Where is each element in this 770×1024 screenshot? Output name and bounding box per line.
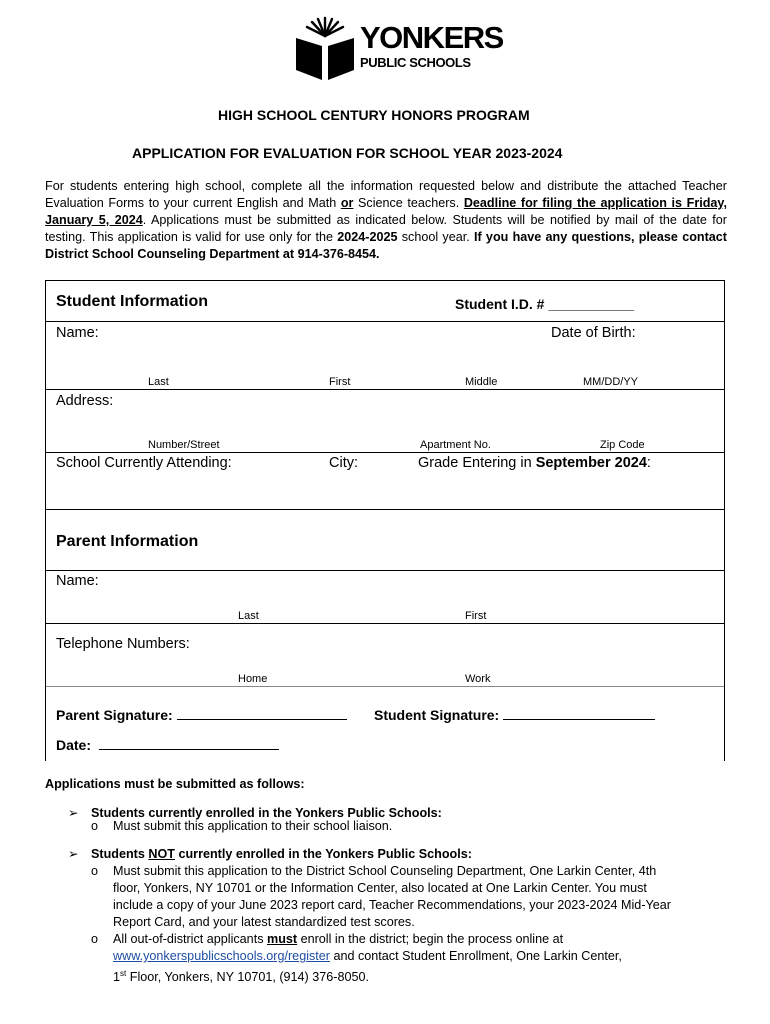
district-logo — [294, 16, 503, 82]
bullet-enrolled: Students currently enrolled in the Yonkers Public Schools: — [91, 806, 442, 820]
divider — [46, 570, 724, 571]
sublabel-first: First — [329, 376, 351, 388]
telephone-label: Telephone Numbers: — [56, 636, 190, 652]
address-line: 1st Floor, Yonkers, NY 10701, (914) 376-8050. — [113, 969, 369, 985]
register-line: www.yonkerspublicschools.org/register and contact Student Enrollment, One Larkin Center, — [113, 949, 622, 963]
grade-label: Grade Entering in September 2024: — [418, 455, 651, 471]
book-logo-icon — [294, 16, 356, 82]
divider — [46, 389, 724, 390]
deadline-text: Deadline for filing the application is Friday, January 5, 2024 — [45, 196, 727, 227]
out-of-district-line: All out-of-district applicants must enroll in the district; begin the process online at — [113, 932, 564, 946]
application-form — [45, 280, 725, 761]
sublabel-street: Number/Street — [148, 439, 220, 451]
divider — [46, 321, 724, 322]
sublabel-dob: MM/DD/YY — [583, 376, 638, 388]
bullet-arrow-icon: ➢ — [68, 847, 79, 861]
program-title: HIGH SCHOOL CENTURY HONORS PROGRAM — [218, 107, 530, 123]
application-title: APPLICATION FOR EVALUATION FOR SCHOOL YEAR 2023-2024 — [132, 145, 563, 161]
date-field[interactable]: Date: — [56, 737, 279, 753]
not-enrolled-detail-line: include a copy of your June 2023 report card, Teacher Recommendations, your 2023-2024 Mid-Year — [113, 898, 671, 912]
sublabel-last: Last — [148, 376, 169, 388]
divider — [46, 623, 724, 624]
city-label: City: — [329, 455, 358, 471]
dob-label: Date of Birth: — [551, 325, 636, 341]
section-divider — [46, 509, 724, 510]
school-label: School Currently Attending: — [56, 455, 232, 471]
parent-signature-field[interactable]: Parent Signature: — [56, 707, 347, 723]
divider — [46, 686, 724, 687]
not-enrolled-detail-line: floor, Yonkers, NY 10701 or the Information Center, also located at One Larkin Center. You must — [113, 881, 647, 895]
logo-subtitle: PUBLIC SCHOOLS — [360, 55, 471, 70]
bullet-enrolled-detail: Must submit this application to their school liaison. — [113, 819, 393, 833]
bullet-not-enrolled: Students NOT currently enrolled in the Yonkers Public Schools: — [91, 847, 472, 861]
submission-heading: Applications must be submitted as follows: — [45, 777, 305, 791]
divider — [46, 452, 724, 453]
bullet-arrow-icon: ➢ — [68, 806, 79, 820]
parent-info-header: Parent Information — [56, 533, 199, 550]
sublabel-middle: Middle — [465, 376, 498, 388]
sublabel-home: Home — [238, 673, 268, 685]
bullet-circle-icon: o — [91, 819, 99, 833]
intro-paragraph: For students entering high school, complete all the information requested below and distribute the attached Teacher Evaluation Forms to your current English and Math or Science teachers. Deadline for filing the application is Friday, January 5, 2024. Applications must be submitted as indicated below. Students will be notified by mail of the date for testing. This application is valid for use only for the 2024-2025 school year. If you have any questions, please contact District School Counseling Department at 914-376-8454. — [45, 179, 727, 261]
student-signature-field[interactable]: Student Signature: — [374, 707, 655, 723]
address-label: Address: — [56, 393, 114, 409]
bullet-circle-icon: o — [91, 864, 99, 878]
sublabel-first: First — [465, 610, 487, 622]
student-id-field[interactable]: Student I.D. # ___________ — [455, 296, 634, 312]
register-link[interactable]: www.yonkerspublicschools.org/register — [113, 949, 330, 963]
logo-wordmark: YONKERS — [360, 20, 503, 55]
student-info-header: Student Information — [56, 293, 208, 310]
sublabel-last: Last — [238, 610, 259, 622]
sublabel-zip: Zip Code — [600, 439, 645, 451]
student-name-label: Name: — [56, 325, 99, 341]
sublabel-apartment: Apartment No. — [420, 439, 491, 451]
bullet-circle-icon: o — [91, 932, 99, 946]
contact-text: If you have any questions, please contact District School Counseling Department at 914-376-8454. — [45, 230, 727, 261]
sublabel-work: Work — [465, 673, 491, 685]
not-enrolled-detail-line: Must submit this application to the District School Counseling Department, One Larkin Center, 4th — [113, 864, 657, 878]
parent-name-label: Name: — [56, 573, 99, 589]
not-enrolled-detail-line: Report Card, and your latest standardized test scores. — [113, 915, 415, 929]
